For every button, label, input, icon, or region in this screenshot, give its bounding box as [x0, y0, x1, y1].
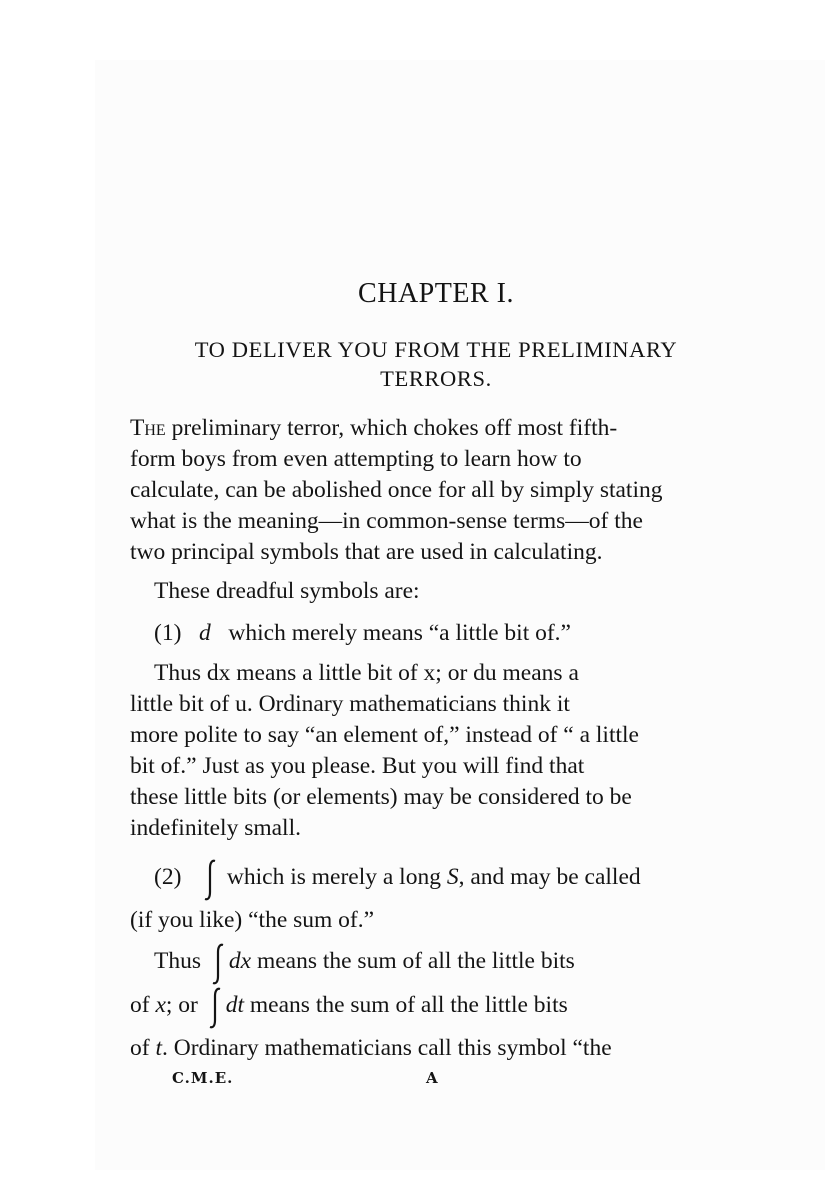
- item-1-symbol: d: [199, 620, 211, 646]
- paragraph-line: calculate, can be abolished once for all by simply stating: [130, 477, 663, 503]
- paragraph-line: bit of.” Just as you please. But you will find that: [130, 753, 585, 779]
- text-fragment: means the sum of all the little bits: [244, 992, 568, 1018]
- paragraph-line: Thus dx means a little bit of x; or du means a: [154, 660, 579, 686]
- paragraph-intro: [130, 413, 742, 568]
- item-2-text: which is merely a long: [226, 864, 447, 890]
- paragraph-line: indefinitely small.: [130, 815, 301, 841]
- math-dx: dx: [228, 948, 252, 974]
- paragraph-sum-line3: [130, 1033, 742, 1064]
- text-fragment: of: [130, 992, 156, 1018]
- paragraph-line: these little bits (or elements) may be considered to be: [130, 784, 632, 810]
- paragraph-line: form boys from even attempting to learn how to: [130, 446, 582, 472]
- math-t: t: [155, 1035, 162, 1061]
- paragraph-little-bits: [130, 658, 742, 844]
- item-2-text-b: , and may be called: [458, 864, 641, 890]
- paragraph-line-text: preliminary terror, which chokes off most fifth-: [165, 415, 618, 441]
- item-1-number: (1): [154, 620, 182, 646]
- text-fragment: Thus: [154, 948, 201, 974]
- paragraph-sum-line2: [130, 990, 742, 1021]
- math-x: x: [155, 992, 166, 1018]
- signature-letter: A: [426, 1069, 439, 1087]
- item-1-text: which merely means “a little bit of.”: [228, 620, 571, 646]
- paragraph-line: little bit of u. Ordinary mathematicians think it: [130, 691, 570, 717]
- item-2-number: (2): [154, 864, 182, 890]
- paragraph-lead-word: The: [130, 415, 166, 441]
- paragraph-sum-line1: [130, 946, 742, 977]
- chapter-subtitle-line1: TO DELIVER YOU FROM THE PRELIMINARY: [194, 337, 678, 362]
- paragraph-symbols-intro: These dreadful symbols are:: [154, 578, 420, 604]
- paragraph-line: more polite to say “an element of,” instead of “ a little: [130, 722, 639, 748]
- item-2: [154, 862, 742, 893]
- integral-sign-icon: [204, 990, 226, 1021]
- item-1: [154, 618, 742, 649]
- chapter-subtitle-line2: TERRORS.: [380, 366, 492, 391]
- text-fragment: ; or: [165, 992, 198, 1018]
- text-fragment: of: [130, 1035, 156, 1061]
- text-fragment: means the sum of all the little bits: [251, 948, 575, 974]
- item-2-line2: (if you like) “the sum of.”: [130, 907, 375, 933]
- text-fragment: . Ordinary mathematicians call this symbol “the: [161, 1035, 612, 1061]
- paragraph-line: [130, 413, 742, 444]
- item-2-s: S: [446, 864, 459, 890]
- chapter-title: CHAPTER I.: [358, 278, 514, 309]
- integral-sign-icon: [207, 946, 229, 977]
- integral-sign-icon: [199, 862, 221, 893]
- paragraph-line: what is the meaning—in common-sense terms—of the: [130, 508, 643, 534]
- chapter-subtitle: [130, 335, 742, 393]
- paragraph-line: two principal symbols that are used in calculating.: [130, 539, 603, 565]
- math-dt: dt: [225, 992, 245, 1018]
- signature-mark: C.M.E.: [172, 1069, 234, 1087]
